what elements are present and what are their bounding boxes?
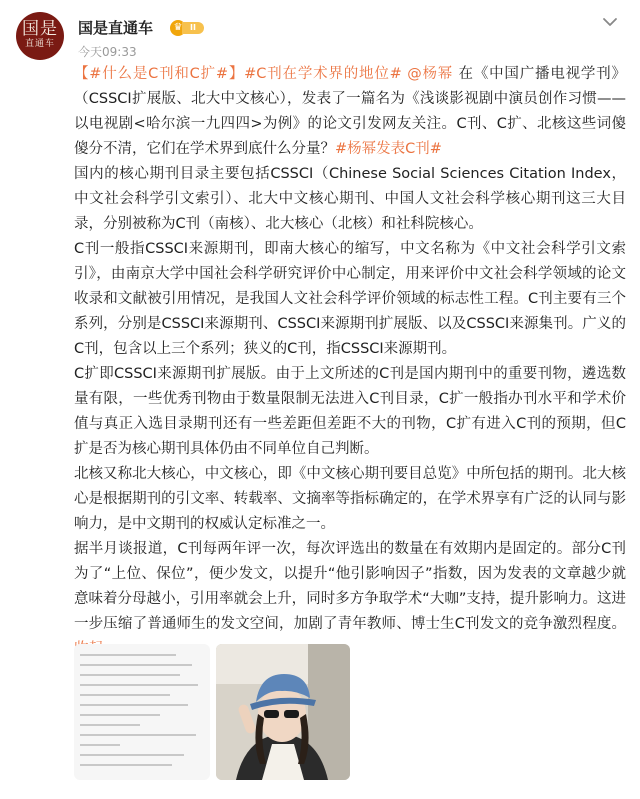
- avatar[interactable]: [16, 12, 64, 60]
- avatar-text-small: 直通车: [24, 39, 55, 49]
- post-header: [16, 12, 624, 60]
- paragraph-cextension: C扩即CSSCI来源期刊扩展版。由于上文所述的C刊是国内期刊中的重要刊物，遴选数量有限，一些优秀刊物由于数量限制无法进入C刊目录，C扩一般指办刊水平和学术价值与真正入选目录期刊还有一些差距但差距不大的刊物，C扩有进入C刊的预期，但C扩是否为核心期刊具体仍由不同单位自己判断。: [74, 366, 626, 457]
- paragraph-cjournal: C刊一般指CSSCI来源期刊，即南大核心的缩写，中文名称为《中文社会科学引文索引》，由南京大学中国社会科学研究评价中心制定，用来评价中文社会科学领域的论文收录和文献被引用情况，是我国人文社会科学评价领域的标志性工程。C刊主要有三个系列，分别是CSSCI来源期刊、CSSCI来源期刊扩展版、以及CSSCI来源集刊。广义的C刊，包含以上三个系列；狭义的C刊，指CSSCI来源期刊。: [74, 241, 626, 357]
- vip-badge[interactable]: [170, 20, 204, 36]
- avatar-text-big: 国是: [22, 19, 58, 39]
- chevron-down-icon[interactable]: [600, 12, 620, 32]
- post-time: 今天09:33: [78, 45, 137, 59]
- post-lead-paragraph: [74, 62, 626, 162]
- mention-yangmi[interactable]: @杨幂: [407, 66, 454, 82]
- topic-tag-yangmi[interactable]: #杨幂发表C刊#: [335, 141, 442, 157]
- photo-image: [216, 644, 350, 780]
- paragraph-catalogs: 国内的核心期刊目录主要包括CSSCI（Chinese Social Sciences Citation Index，中文社会科学引文索引）、北大中文核心期刊、中国人文社会科学核心期刊这三大目录，分别被称为C刊（南核）、北大核心（北核）和社科院核心。: [74, 166, 626, 232]
- topic-tag-status[interactable]: #C刊在学术界的地位#: [244, 66, 402, 82]
- crown-icon: ♛: [170, 20, 186, 36]
- topic-tag-cjournal[interactable]: 【#什么是C刊和C扩#】: [74, 66, 245, 82]
- account-name[interactable]: 国是直通车: [78, 19, 154, 37]
- paragraph-pku-core: 北核又称北大核心，中文核心，即《中文核心期刊要目总览》中所包括的期刊。北大核心是根据期刊的引文率、转载率、文摘率等指标确定的，在学术界享有广泛的认同与影响力，是中文期刊的权威认定标准之一。: [74, 466, 626, 532]
- post-body: [74, 62, 626, 662]
- vip-level: II: [182, 22, 204, 34]
- report-text: 据半月谈报道，C刊每两年评一次，每次评选出的数量在有效期内是固定的。部分C刊为了“上位、保位”，便少发文，以提升“他引影响因子”指数，因为发表的文章越少就意味着分母越小，引用率就会上升，同时多方争取学术“大咖”支持，提升影响力。这进一步压缩了普通师生的发文空间，加剧了青年教师、博士生C刊发文的竞争激烈程度。: [74, 541, 626, 632]
- document-screenshot-thumbnail[interactable]: [74, 644, 210, 780]
- woman-photo-thumbnail[interactable]: [216, 644, 350, 780]
- lead-text: 在《中国广播电视学刊》（CSSCI扩展版、北大中文核心），发表了一篇名为《浅谈影视剧中演员创作习惯——以电视剧<哈尔滨一九四四>为例》的论文引发网友关注。C刊、C扩、北核这些词傻傻分不清，它们在学术界到底什么分量？: [74, 66, 627, 157]
